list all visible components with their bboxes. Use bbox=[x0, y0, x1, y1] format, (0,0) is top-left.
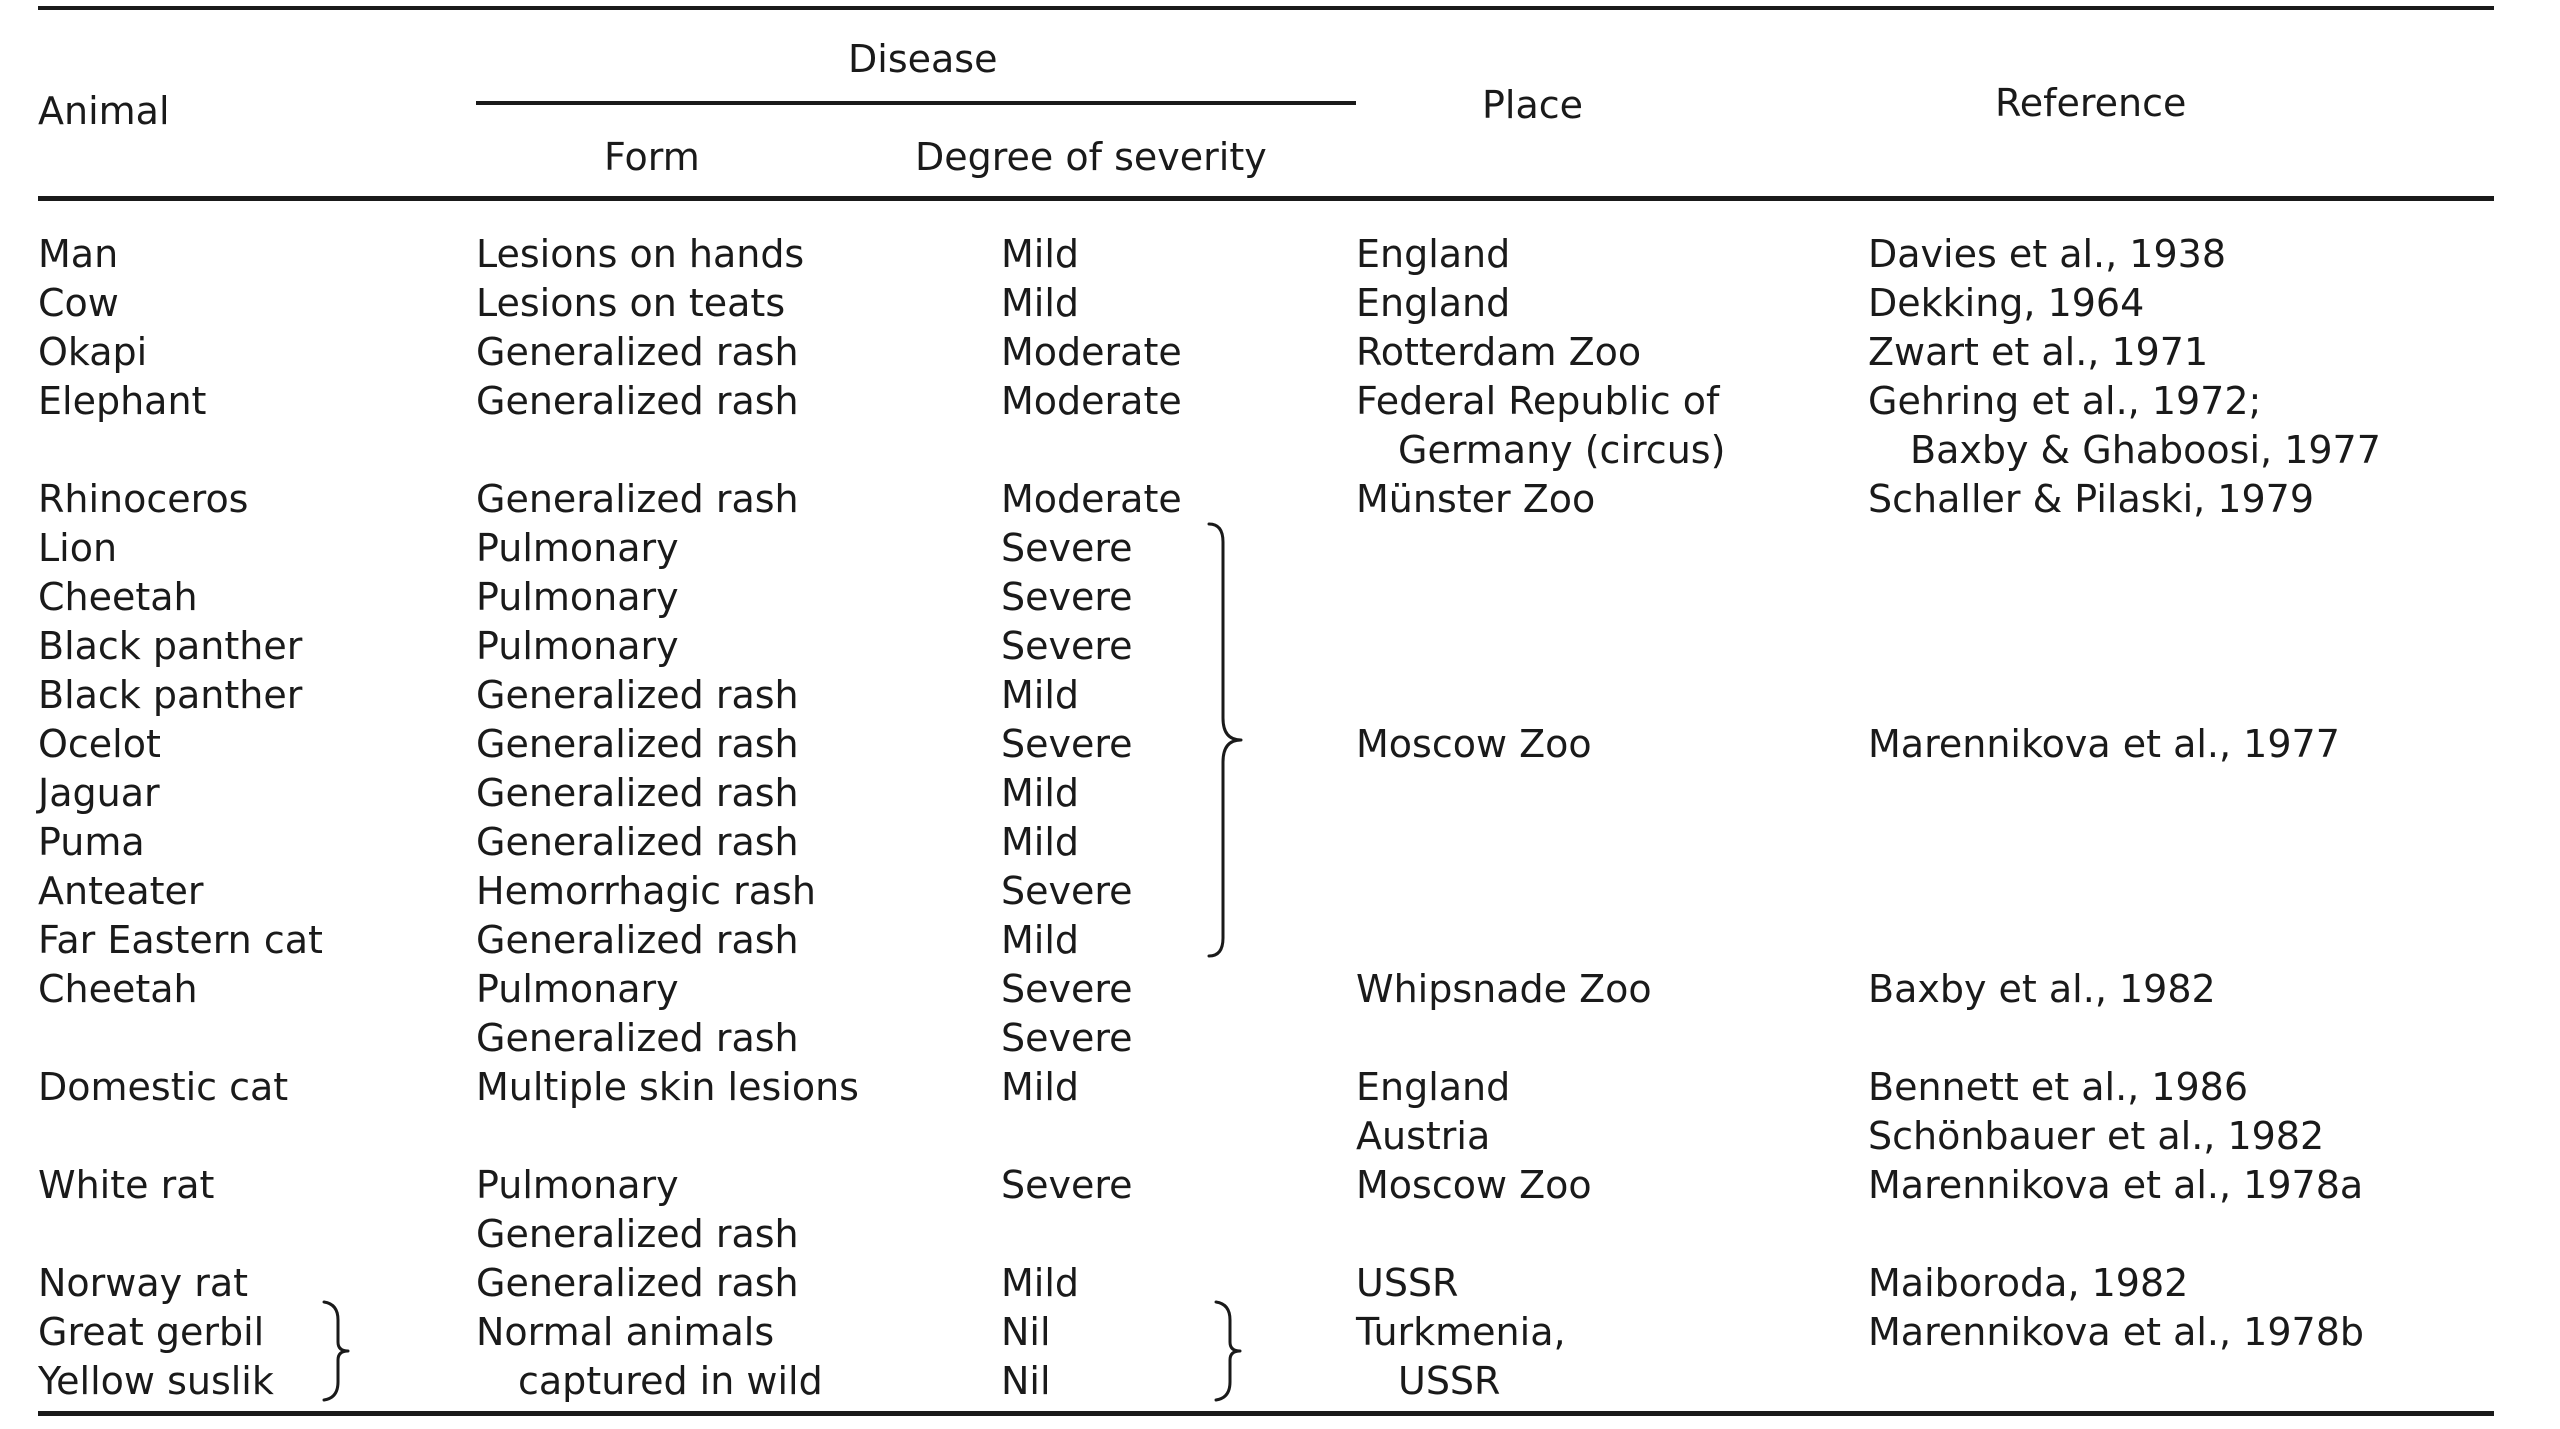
cell-form: Generalized rash bbox=[476, 771, 799, 815]
cell-form: Normal animals bbox=[476, 1310, 775, 1354]
cell-place: Moscow Zoo bbox=[1356, 1163, 1592, 1207]
cell-severity: Severe bbox=[1001, 1163, 1133, 1207]
cell-severity: Moderate bbox=[1001, 330, 1182, 374]
cell-severity: Nil bbox=[1001, 1359, 1051, 1403]
cell-form: Pulmonary bbox=[476, 624, 679, 668]
table-row bbox=[0, 230, 2560, 278]
cell-reference: Dekking, 1964 bbox=[1868, 281, 2145, 325]
cell-severity: Mild bbox=[1001, 820, 1080, 864]
cell-form: Generalized rash bbox=[476, 918, 799, 962]
cell-animal: Lion bbox=[38, 526, 118, 570]
cell-place: Turkmenia, bbox=[1356, 1310, 1566, 1354]
table-row bbox=[0, 671, 2560, 719]
cell-severity: Severe bbox=[1001, 722, 1133, 766]
cell-reference: Schaller & Pilaski, 1979 bbox=[1868, 477, 2314, 521]
cell-reference: Baxby & Ghaboosi, 1977 bbox=[1910, 428, 2381, 472]
table-row bbox=[0, 965, 2560, 1013]
cell-severity: Severe bbox=[1001, 526, 1133, 570]
cell-place: Germany (circus) bbox=[1398, 428, 1726, 472]
cell-reference: Davies et al., 1938 bbox=[1868, 232, 2226, 276]
table-row bbox=[0, 573, 2560, 621]
cell-severity: Moderate bbox=[1001, 477, 1182, 521]
cell-form: Pulmonary bbox=[476, 967, 679, 1011]
severity-nil-group-brace bbox=[1210, 1298, 1250, 1404]
cell-form: Generalized rash bbox=[476, 820, 799, 864]
cell-animal: Cow bbox=[38, 281, 119, 325]
table-row bbox=[0, 475, 2560, 523]
header-reference: Reference bbox=[1995, 81, 2187, 125]
cell-animal: Man bbox=[38, 232, 119, 276]
table-row bbox=[0, 622, 2560, 670]
cell-place: Whipsnade Zoo bbox=[1356, 967, 1652, 1011]
header-form: Form bbox=[604, 135, 700, 179]
table-row-continuation bbox=[0, 1014, 2560, 1062]
cell-animal: Anteater bbox=[38, 869, 204, 913]
table-row bbox=[0, 720, 2560, 768]
table-row-continuation bbox=[0, 1210, 2560, 1258]
cell-form: Generalized rash bbox=[476, 379, 799, 423]
cell-severity: Severe bbox=[1001, 869, 1133, 913]
cell-form: Generalized rash bbox=[476, 330, 799, 374]
cell-reference: Baxby et al., 1982 bbox=[1868, 967, 2216, 1011]
cell-form: Lesions on hands bbox=[476, 232, 805, 276]
table-row bbox=[0, 1308, 2560, 1356]
cell-animal: Great gerbil bbox=[38, 1310, 265, 1354]
table-top-rule bbox=[38, 6, 2494, 10]
cell-reference: Marennikova et al., 1977 bbox=[1868, 722, 2340, 766]
cell-place: Moscow Zoo bbox=[1356, 722, 1592, 766]
cell-reference: Bennett et al., 1986 bbox=[1868, 1065, 2249, 1109]
cell-form: Generalized rash bbox=[476, 477, 799, 521]
table-header-rule bbox=[38, 196, 2494, 201]
cell-form: Pulmonary bbox=[476, 1163, 679, 1207]
cell-form: captured in wild bbox=[518, 1359, 823, 1403]
table-row bbox=[0, 867, 2560, 915]
cell-place: Rotterdam Zoo bbox=[1356, 330, 1642, 374]
cell-animal: Yellow suslik bbox=[38, 1359, 274, 1403]
cell-animal: Rhinoceros bbox=[38, 477, 249, 521]
table-row bbox=[0, 1161, 2560, 1209]
cell-animal: White rat bbox=[38, 1163, 215, 1207]
cell-form: Generalized rash bbox=[476, 1261, 799, 1305]
moscow-zoo-group-brace bbox=[1205, 522, 1255, 958]
wild-animals-group-brace bbox=[318, 1298, 358, 1404]
cell-animal: Cheetah bbox=[38, 967, 198, 1011]
header-animal: Animal bbox=[38, 89, 170, 133]
table-row bbox=[0, 279, 2560, 327]
cell-animal: Ocelot bbox=[38, 722, 161, 766]
cell-severity: Nil bbox=[1001, 1310, 1051, 1354]
cell-animal: Norway rat bbox=[38, 1261, 249, 1305]
cell-form: Generalized rash bbox=[476, 673, 799, 717]
table-row bbox=[0, 1259, 2560, 1307]
cell-severity: Mild bbox=[1001, 771, 1080, 815]
cell-reference: Marennikova et al., 1978a bbox=[1868, 1163, 2364, 1207]
cell-severity: Severe bbox=[1001, 624, 1133, 668]
header-disease: Disease bbox=[848, 37, 998, 81]
cell-reference: Schönbauer et al., 1982 bbox=[1868, 1114, 2325, 1158]
cell-animal: Domestic cat bbox=[38, 1065, 289, 1109]
cell-reference: Zwart et al., 1971 bbox=[1868, 330, 2209, 374]
cell-place: Federal Republic of bbox=[1356, 379, 1720, 423]
cell-severity: Mild bbox=[1001, 232, 1080, 276]
cell-severity: Severe bbox=[1001, 1016, 1133, 1060]
cell-animal: Okapi bbox=[38, 330, 148, 374]
cell-severity: Mild bbox=[1001, 1261, 1080, 1305]
cell-severity: Severe bbox=[1001, 575, 1133, 619]
disease-spanner-rule bbox=[476, 101, 1356, 105]
cell-form: Pulmonary bbox=[476, 526, 679, 570]
cell-form: Multiple skin lesions bbox=[476, 1065, 859, 1109]
table-row bbox=[0, 818, 2560, 866]
cell-reference: Gehring et al., 1972; bbox=[1868, 379, 2262, 423]
table-row bbox=[0, 1063, 2560, 1111]
cell-reference: Maiboroda, 1982 bbox=[1868, 1261, 2189, 1305]
header-severity: Degree of severity bbox=[915, 135, 1267, 179]
table-row-continuation bbox=[0, 1112, 2560, 1160]
cell-animal: Far Eastern cat bbox=[38, 918, 323, 962]
cell-form: Pulmonary bbox=[476, 575, 679, 619]
cell-animal: Black panther bbox=[38, 673, 303, 717]
cell-reference: Marennikova et al., 1978b bbox=[1868, 1310, 2364, 1354]
table-row-continuation bbox=[0, 426, 2560, 474]
table-bottom-rule bbox=[38, 1411, 2494, 1416]
cell-form: Lesions on teats bbox=[476, 281, 786, 325]
cell-severity: Mild bbox=[1001, 281, 1080, 325]
cell-form: Generalized rash bbox=[476, 1016, 799, 1060]
cell-animal: Jaguar bbox=[38, 771, 160, 815]
cell-place: USSR bbox=[1356, 1261, 1459, 1305]
cell-place: Münster Zoo bbox=[1356, 477, 1596, 521]
cell-place: England bbox=[1356, 232, 1511, 276]
cell-severity: Mild bbox=[1001, 1065, 1080, 1109]
cell-animal: Black panther bbox=[38, 624, 303, 668]
cell-animal: Elephant bbox=[38, 379, 207, 423]
cell-animal: Cheetah bbox=[38, 575, 198, 619]
table-row bbox=[0, 524, 2560, 572]
cell-form: Hemorrhagic rash bbox=[476, 869, 816, 913]
cell-form: Generalized rash bbox=[476, 1212, 799, 1256]
cell-animal: Puma bbox=[38, 820, 145, 864]
cell-place: USSR bbox=[1398, 1359, 1501, 1403]
cell-severity: Severe bbox=[1001, 967, 1133, 1011]
table-row bbox=[0, 1357, 2560, 1405]
table-row bbox=[0, 769, 2560, 817]
cell-severity: Mild bbox=[1001, 918, 1080, 962]
cell-form: Generalized rash bbox=[476, 722, 799, 766]
table-row bbox=[0, 916, 2560, 964]
cell-severity: Mild bbox=[1001, 673, 1080, 717]
cell-place: Austria bbox=[1356, 1114, 1491, 1158]
cell-place: England bbox=[1356, 281, 1511, 325]
cell-place: England bbox=[1356, 1065, 1511, 1109]
header-place: Place bbox=[1482, 83, 1584, 127]
table-row bbox=[0, 328, 2560, 376]
cell-severity: Moderate bbox=[1001, 379, 1182, 423]
table-row bbox=[0, 377, 2560, 425]
